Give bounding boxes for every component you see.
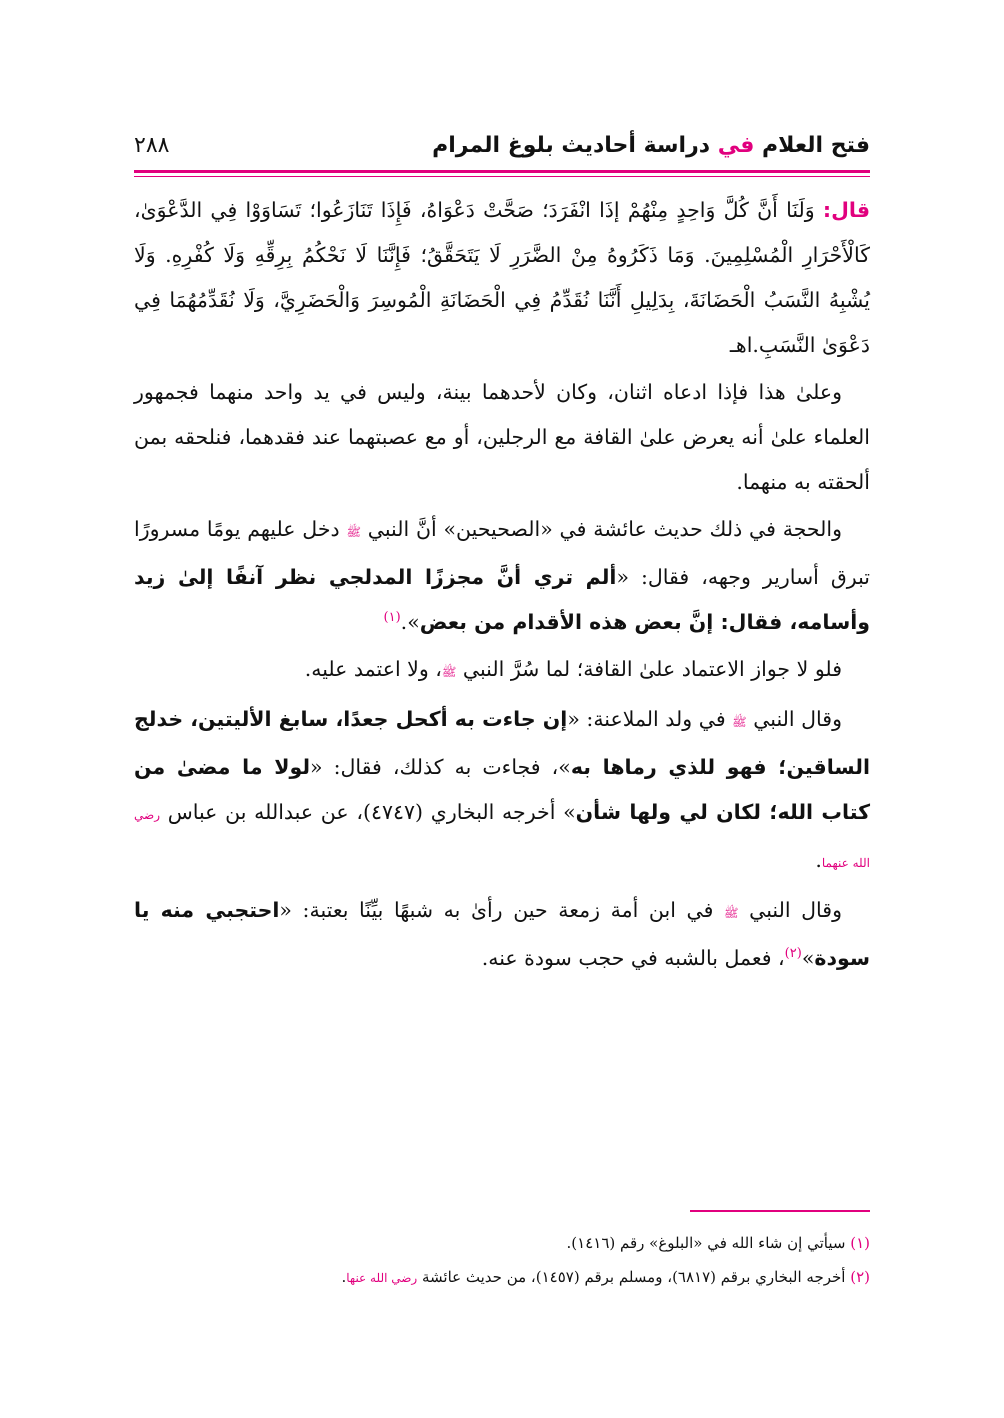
conclusion-text-2: ، ولا اعتمد عليه. bbox=[304, 657, 442, 681]
running-header bbox=[134, 128, 870, 168]
header-rule-thick bbox=[134, 170, 870, 173]
footnote-1-number: (١) bbox=[850, 1234, 870, 1252]
paragraph-conclusion bbox=[134, 647, 870, 695]
ruling-text: وعلىٰ هذا فإذا ادعاه اثنان، وكان لأحدهما بينة، وليس في يد واحد منهما فجمهور العلماء علىٰ أنه يعرض علىٰ القافة مع الرجلين، أو مع عصبتهما عند فقدهما، فنلحقه بمن ألحقته به منهما. bbox=[134, 380, 870, 494]
hadith-text-ihtajibi: احتجبي منه يا سودة bbox=[134, 898, 870, 970]
quote-text: وَلَنَا أَنَّ كُلَّ وَاحِدٍ مِنْهُمْ إذَا انْفَرَدَ؛ صَحَّتْ دَعْوَاهُ، فَإِذَا تَنَازَعُوا؛ تَسَاوَوْا فِي الدَّعْوَىٰ، كَالْأَحْرَارِ الْمُسْلِمِينَ. وَمَا ذَكَرُوهُ مِنْ الضَّرَرِ لَا يَتَحَقَّقُ؛ فَإِنَّنَا لَا نَحْكُمُ بِرِقِّهِ وَلَا كُفْرِهِ. وَلَا يُشْبِهُ النَّسَبُ الْحَضَانَةَ، بِدَلِيلِ أَنَّنَا نُقَدِّمُ فِي الْحَضَانَةِ الْمُوسِرَ وَالْحَضَرِيَّ، وَلَا نُقَدِّمُهُمَا فِي دَعْوَىٰ النَّسَبِ.اهـ bbox=[134, 198, 870, 357]
footnote-2-end: . bbox=[341, 1268, 347, 1286]
footnote-ref-1[interactable]: (١) bbox=[383, 610, 401, 626]
hadith-text-lawla: لولا ما مضىٰ من كتاب الله؛ لكان لي ولها شأن bbox=[134, 755, 871, 824]
salawat-icon: ﷺ bbox=[724, 906, 739, 920]
book-title bbox=[432, 128, 870, 164]
conclusion-text-1: فلو لا جواز الاعتماد علىٰ القافة؛ لما سُرَّ النبي bbox=[456, 657, 842, 681]
salawat-icon: ﷺ bbox=[346, 525, 361, 539]
mulaana-text-3: »، فجاءت به كذلك، فقال: « bbox=[310, 755, 571, 779]
footnote-separator bbox=[690, 1210, 870, 1212]
paragraph-quote bbox=[134, 188, 870, 368]
mulaana-text-1: وقال النبي bbox=[746, 707, 842, 731]
paragraph-zamaa bbox=[134, 888, 870, 981]
page-number: ٢٨٨ bbox=[134, 133, 170, 158]
radiallahu-icon: رضي الله عنها bbox=[346, 1271, 418, 1285]
zamaa-text-2: في ابن أمة زمعة حين رأىٰ به شبهًا بيِّنًا بعتبة: « bbox=[279, 898, 725, 922]
paragraph-ruling bbox=[134, 370, 870, 505]
footnote-2 bbox=[134, 1260, 870, 1295]
mulaana-text-4: » أخرجه البخاري (٤٧٤٧)، عن عبدالله بن عباس bbox=[160, 800, 576, 824]
footnote-1-text: سيأتي إن شاء الله في «البلوغ» رقم (١٤١٦). bbox=[566, 1234, 851, 1252]
main-text bbox=[134, 188, 870, 983]
salawat-icon: ﷺ bbox=[441, 665, 457, 679]
header-rule-thin bbox=[134, 176, 870, 177]
book-title-part1: فتح العلام bbox=[754, 133, 870, 158]
qala-label: قال: bbox=[822, 198, 870, 222]
paragraph-evidence bbox=[134, 507, 870, 645]
evidence-text-3: ». bbox=[400, 610, 420, 634]
footnote-2-number: (٢) bbox=[850, 1268, 870, 1286]
zamaa-text-3: » bbox=[801, 946, 815, 970]
mulaana-text-5: . bbox=[815, 848, 822, 872]
evidence-text-1: والحجة في ذلك حديث عائشة في «الصحيحين» أنَّ النبي bbox=[360, 517, 842, 541]
footnote-1 bbox=[134, 1226, 870, 1260]
footnote-ref-2[interactable]: (٢) bbox=[784, 946, 802, 962]
radiallahu-icon: رضي الله عنهما bbox=[134, 808, 870, 870]
paragraph-mulaana bbox=[134, 697, 870, 886]
salawat-icon: ﷺ bbox=[732, 715, 747, 729]
book-title-part2: دراسة أحاديث بلوغ المرام bbox=[432, 133, 718, 158]
footnotes bbox=[134, 1226, 870, 1295]
zamaa-text-1: وقال النبي bbox=[738, 898, 842, 922]
book-title-connector: في bbox=[717, 133, 755, 158]
hadith-text-mujazziz: ألم تري أنَّ مجززًا المدلجي نظر آنفًا إلىٰ زيد وأسامه، فقال: إنَّ بعض هذه الأقدام من بعض bbox=[134, 565, 870, 634]
evidence-text-2: دخل عليهم يومًا مسرورًا تبرق أسارير وجهه، فقال: « bbox=[134, 517, 870, 589]
footnote-2-text: أخرجه البخاري برقم (٦٨١٧)، ومسلم برقم (١٤٥٧)، من حديث عائشة bbox=[417, 1268, 851, 1286]
mulaana-text-2: في ولد الملاعنة: « bbox=[567, 707, 733, 731]
zamaa-text-4: ، فعمل بالشبه في حجب سودة عنه. bbox=[481, 946, 785, 970]
hadith-text-akhal: إن جاءت به أكحل جعدًا، سابغ الأليتين، خدلج الساقين؛ فهو للذي رماها به bbox=[134, 707, 871, 779]
